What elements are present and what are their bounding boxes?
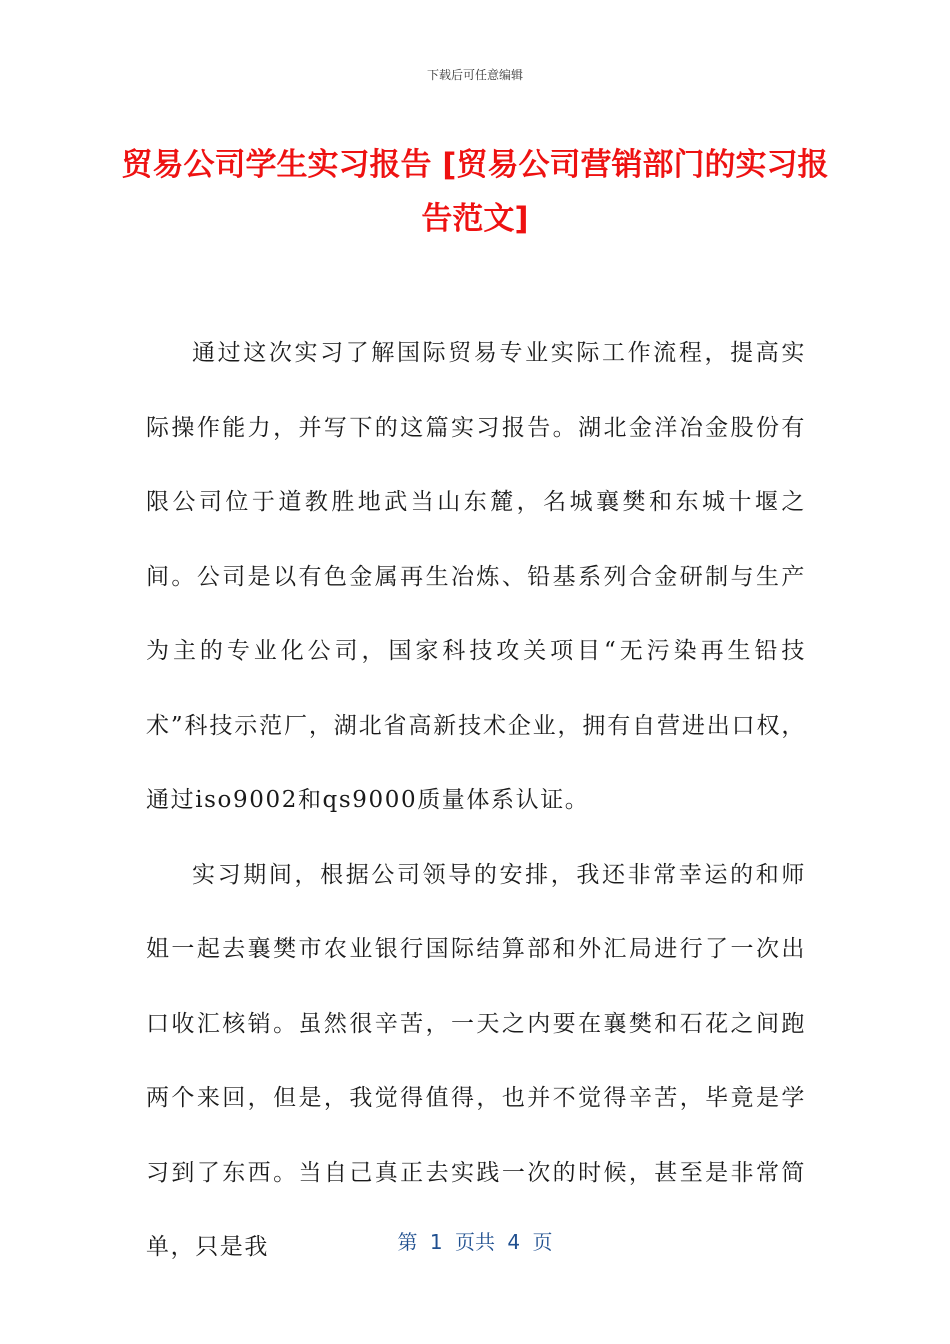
- header-note: 下载后可任意编辑: [426, 68, 523, 82]
- footer-total-pages: 4: [507, 1230, 521, 1254]
- footer-page-prefix: 第: [397, 1230, 418, 1254]
- document-body: [146, 316, 806, 1285]
- paragraph-2: 实习期间，根据公司领导的安排，我还非常幸运的和师姐一起去襄樊市农业银行国际结算部和外汇局进行了一次出口收汇核销。虽然很辛苦，一天之内要在襄樊和石花之间跑两个来回，但是，我觉得值得，也并不觉得辛苦，毕竟是学习到了东西。当自己真正去实践一次的时候，甚至是非常简单，只是我: [146, 861, 806, 1260]
- page-footer: [0, 1226, 950, 1255]
- document-title: 贸易公司学生实习报告 [贸易公司营销部门的实习报告范文]: [121, 147, 829, 237]
- paragraph-1: 通过这次实习了解国际贸易专业实际工作流程，提高实际操作能力，并写下的这篇实习报告。湖北金洋冶金股份有限公司位于道教胜地武当山东麓，名城襄樊和东城十堰之间。公司是以有色金属再生冶炼、铅基系列合金研制与生产为主的专业化公司，国家科技攻关项目“无污染再生铅技术”科技示范厂，湖北省高新技术企业，拥有自营进出口权，通过iso9002和qs9000质量体系认证。: [146, 340, 806, 813]
- footer-current-page: 1: [429, 1230, 443, 1254]
- footer-page-suffix: 页: [532, 1230, 553, 1254]
- footer-page-middle: 页共: [455, 1230, 495, 1254]
